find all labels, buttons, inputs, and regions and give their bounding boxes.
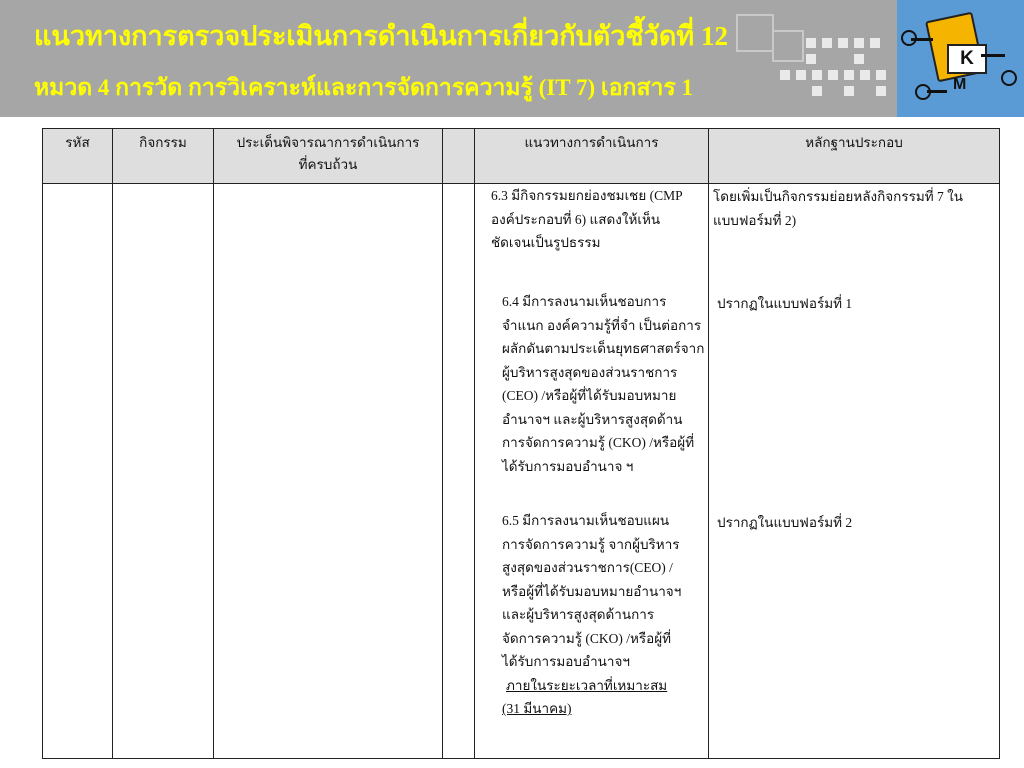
cell-blank: [443, 184, 475, 759]
logo-k-label: K: [947, 44, 987, 74]
text-line: จัดการความรู้ (CKO) /หรือผู้ที่: [502, 630, 672, 646]
text-line: 6.4 มีการลงนามเห็นชอบการ: [502, 294, 667, 309]
slide-title: แนวทางการตรวจประเมินการดำเนินการเกี่ยวกับตัวชี้วัดที่ 12: [34, 21, 728, 51]
text-line: ได้รับการมอบอำนาจ ฯ: [502, 458, 634, 474]
cell-code: [43, 184, 113, 759]
cell-criteria: [214, 184, 443, 759]
header-evidence: หลักฐานประกอบ: [709, 129, 1000, 184]
table-header-row: [43, 129, 1000, 184]
header-code: รหัส: [43, 129, 113, 184]
text-line: แบบฟอร์มที่ 2): [713, 212, 797, 228]
text-line: การจัดการความรู้ จากผู้บริหาร: [502, 536, 680, 552]
text-line: จำแนก องค์ความรู้ที่จำ เป็นต่อการ: [502, 317, 702, 333]
cell-activity: [113, 184, 214, 759]
logo-m-label: M: [953, 76, 967, 93]
header-criteria-line2: ที่ครบถ้วน: [298, 157, 358, 172]
cell-evidence: [709, 184, 1000, 759]
text-line: องค์ประกอบที่ 6) แสดงให้เห็น: [491, 211, 661, 227]
deadline-text: ภายในระยะเวลาที่เหมาะสม: [506, 677, 668, 693]
header-guideline: แนวทางการดำเนินการ: [475, 129, 709, 184]
text-line: ปรากฏในแบบฟอร์มที่ 2: [717, 515, 853, 530]
text-line: สูงสุดของส่วนราชการ(CEO) /: [502, 560, 673, 575]
table-row: [43, 184, 1000, 759]
evidence-6-5: [717, 511, 852, 535]
text-line: ผลักดันตามประเด็นยุทธศาสตร์จาก: [502, 341, 705, 356]
slide-subtitle: หมวด 4 การวัด การวิเคราะห์และการจัดการความรู้ (IT 7) เอกสาร 1: [34, 75, 694, 100]
text-line: โดยเพิ่มเป็นกิจกรรมย่อยหลังกิจกรรมที่ 7 ใน: [713, 189, 963, 204]
deadline-date: (31 มีนาคม): [502, 701, 572, 716]
text-line: ผู้บริหารสูงสุดของส่วนราชการ: [502, 364, 678, 380]
cell-guideline: [475, 184, 709, 759]
header-blank: [443, 129, 475, 184]
slide-header: [0, 0, 1024, 117]
text-line: (CEO) /หรือผู้ที่ได้รับมอบหมาย: [502, 388, 677, 403]
header-criteria-line1: ประเด็นพิจารณาการดำเนินการ: [236, 135, 420, 150]
text-line: 6.3 มีกิจกรรมยกย่องชมเชย (CMP: [491, 188, 683, 203]
header-criteria: [214, 129, 443, 184]
guideline-6-3: [491, 184, 683, 255]
text-line: และผู้บริหารสูงสุดด้านการ: [502, 607, 655, 622]
header-activity: กิจกรรม: [113, 129, 214, 184]
text-line: หรือผู้ที่ได้รับมอบหมายอำนาจฯ: [502, 583, 682, 599]
guideline-6-4: [502, 290, 704, 478]
km-logo: [897, 0, 1024, 117]
text-line: อำนาจฯ และผู้บริหารสูงสุดด้าน: [502, 411, 683, 427]
assessment-table: [42, 128, 1000, 759]
text-line: 6.5 มีการลงนามเห็นชอบแผน: [502, 513, 670, 528]
text-line: การจัดการความรู้ (CKO) /หรือผู้ที่: [502, 435, 695, 450]
evidence-6-3: [713, 185, 963, 232]
guideline-6-5: [502, 509, 681, 721]
evidence-6-4: [717, 292, 852, 316]
text-line: ปรากฏในแบบฟอร์มที่ 1: [717, 296, 853, 311]
text-line: ชัดเจนเป็นรูปธรรม: [491, 235, 601, 250]
text-line: ได้รับการมอบอำนาจฯ: [502, 654, 630, 669]
